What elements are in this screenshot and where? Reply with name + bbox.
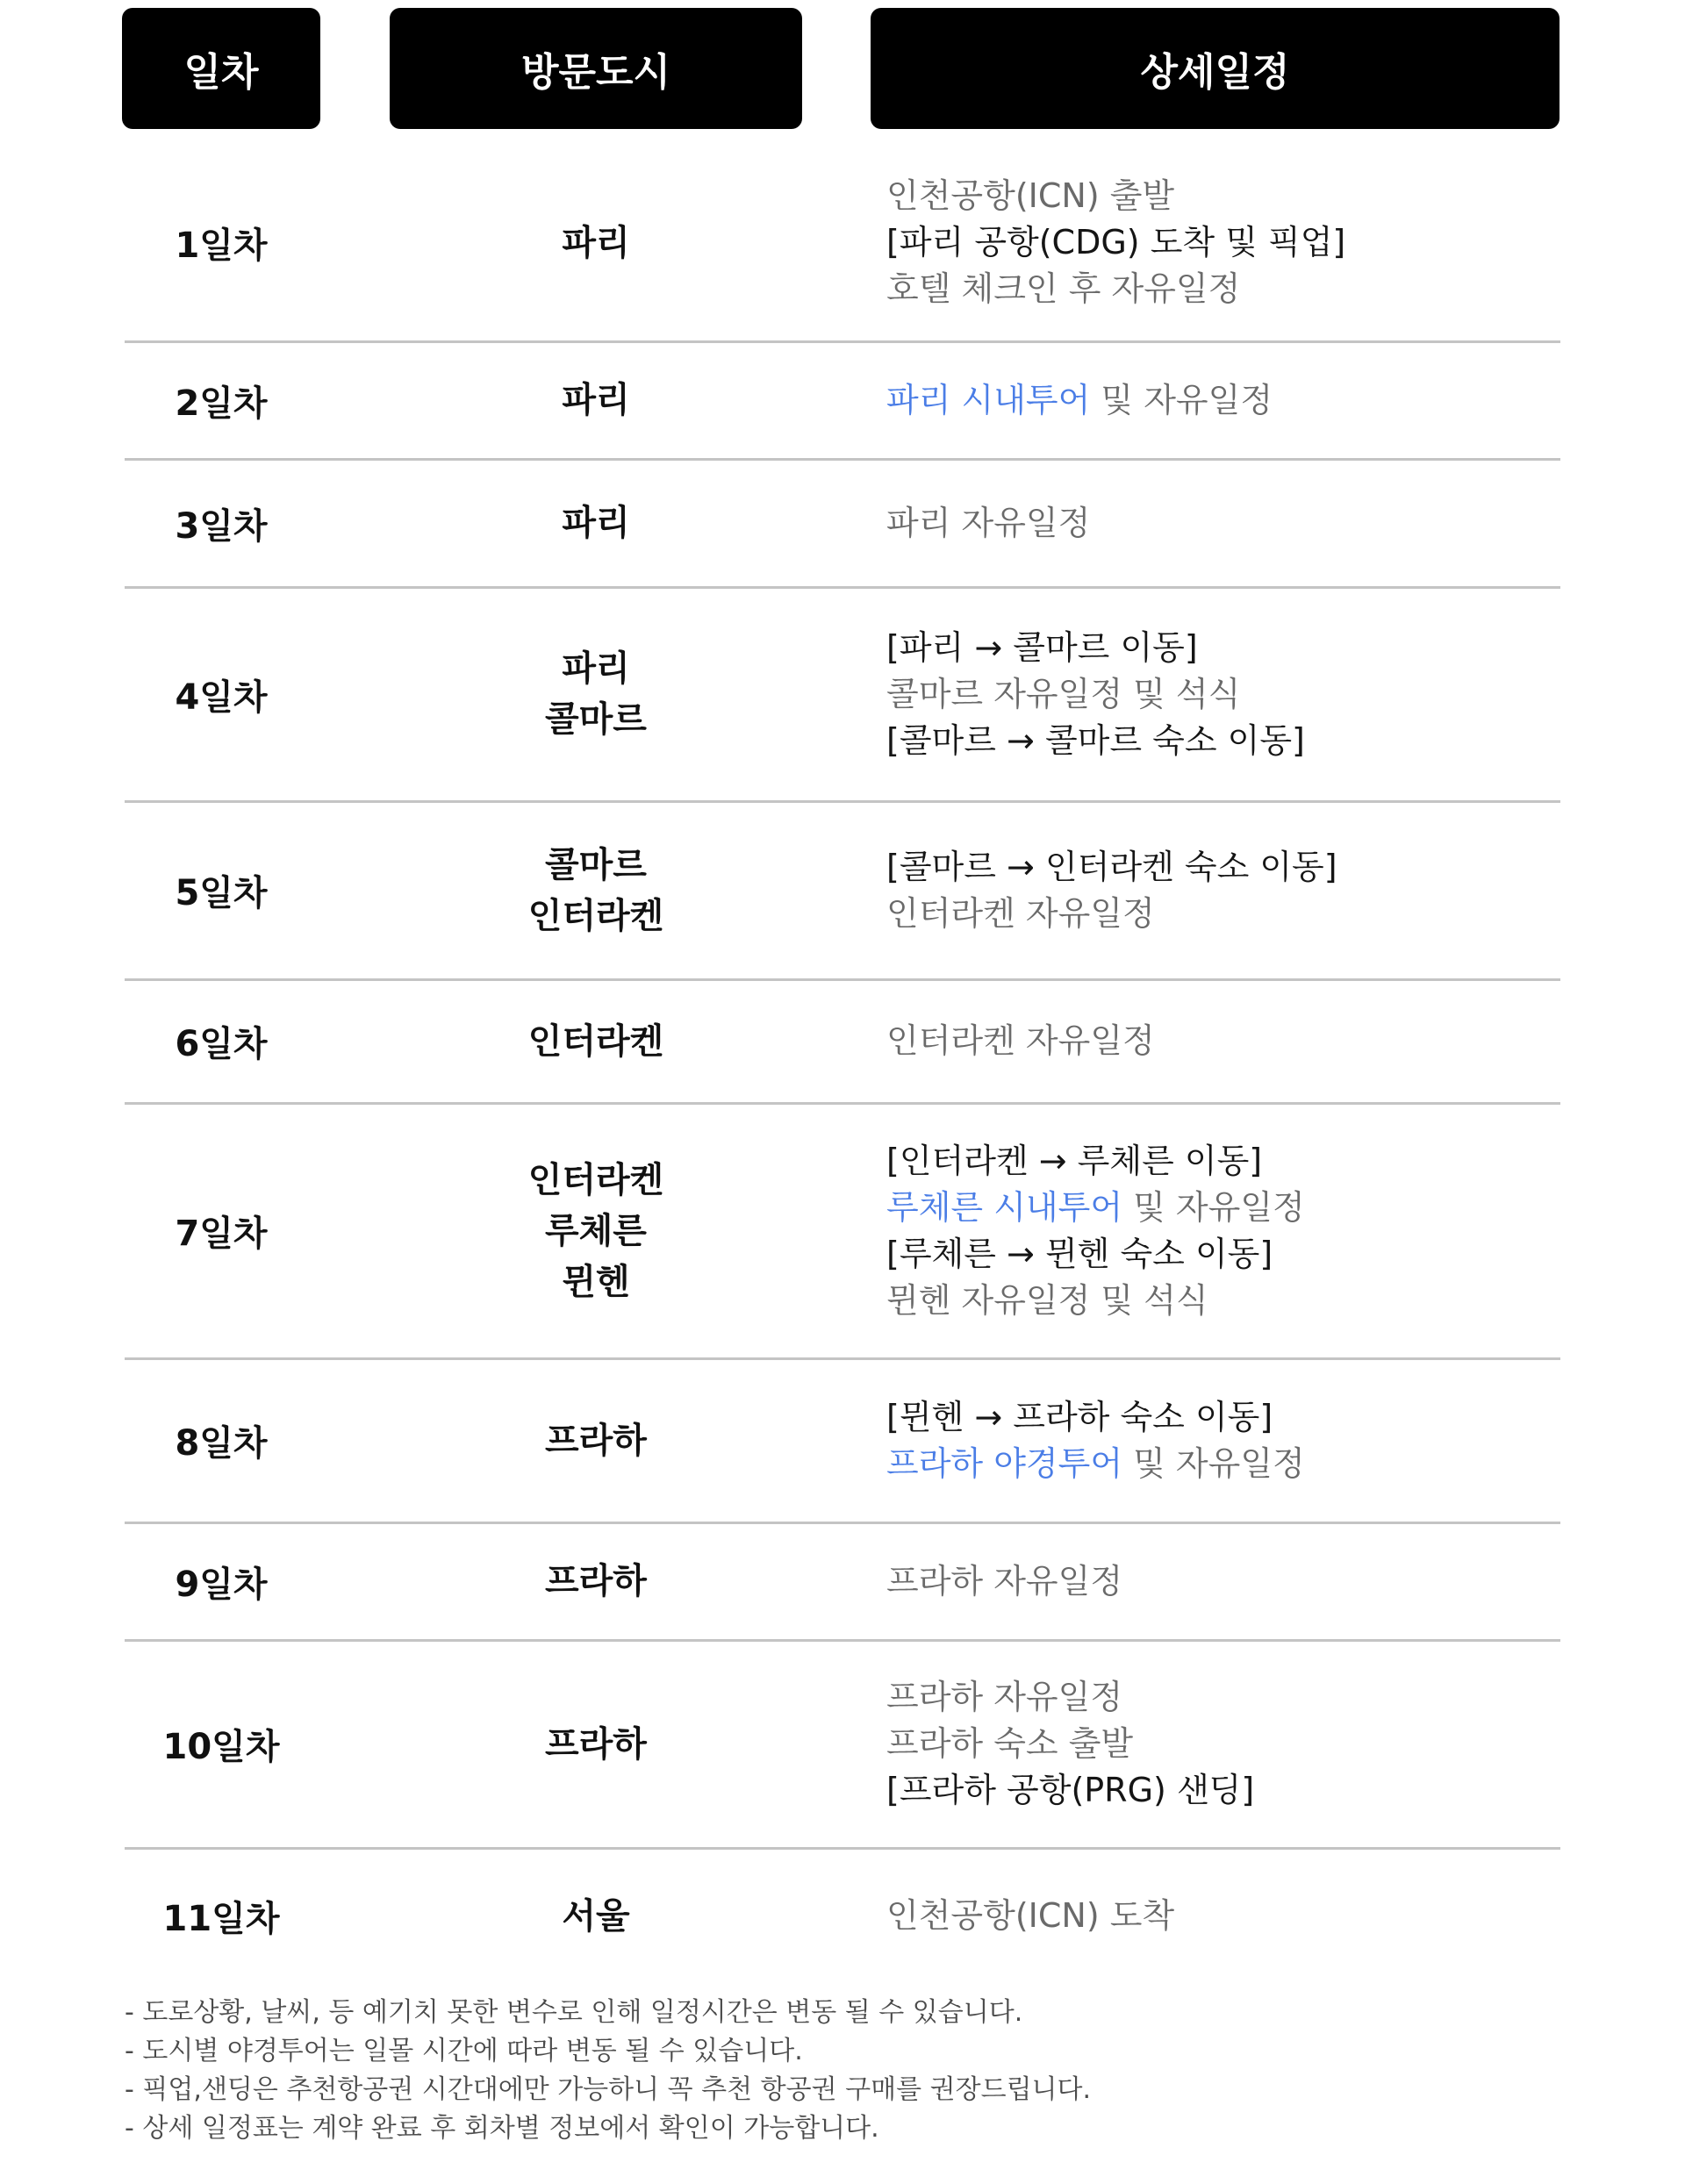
detail-text: 콜마르 자유일정 및 석식 <box>886 674 1241 713</box>
detail-cell <box>886 1104 1553 1357</box>
day-label: 9일차 <box>175 1564 268 1605</box>
detail-text: 및 자유일정 <box>1122 1187 1305 1227</box>
city-name: 루체른 <box>545 1210 647 1251</box>
detail-line <box>886 1231 1553 1278</box>
detail-line <box>886 625 1553 671</box>
detail-line <box>886 1278 1553 1324</box>
detail-text: [파리 공항(CDG) 도착 및 픽업] <box>886 223 1346 261</box>
itinerary-row <box>0 342 1685 458</box>
detail-line <box>886 1893 1553 1939</box>
detail-line <box>886 377 1553 424</box>
detail-line <box>886 844 1553 891</box>
detail-line <box>886 219 1553 266</box>
header-city: 방문도시 <box>390 8 802 129</box>
city-name: 파리 <box>562 503 630 543</box>
city-name: 뮌헨 <box>562 1261 630 1302</box>
itinerary-row <box>0 588 1685 800</box>
detail-text: 인천공항(ICN) 도착 <box>886 1896 1175 1935</box>
itinerary-row <box>0 802 1685 978</box>
notes <box>125 1994 1564 2148</box>
detail-cell <box>886 588 1553 800</box>
detail-cell <box>886 1523 1553 1639</box>
detail-text: 및 자유일정 <box>1122 1443 1305 1483</box>
detail-line <box>886 1018 1553 1064</box>
city-name: 인터라켄 <box>527 1020 664 1062</box>
detail-text: 및 자유일정 <box>1090 380 1273 419</box>
detail-cell <box>886 342 1553 458</box>
itinerary-row <box>0 980 1685 1102</box>
detail-text: [파리 → 콜마르 이동] <box>886 627 1198 667</box>
tour-highlight: 프라하 야경투어 <box>886 1443 1123 1483</box>
detail-text: [콜마르 → 인터라켄 숙소 이동] <box>886 847 1337 886</box>
detail-text: 프라하 숙소 출발 <box>886 1724 1134 1763</box>
detail-cell <box>886 980 1553 1102</box>
city-name: 파리 <box>562 648 630 689</box>
tour-highlight: 루체른 시내투어 <box>886 1187 1123 1227</box>
header-detail: 상세일정 <box>871 8 1560 129</box>
detail-line <box>886 1185 1553 1231</box>
detail-line <box>886 1558 1553 1605</box>
day-label: 6일차 <box>175 1024 268 1064</box>
note-item: - 도시별 야경투어는 일몰 시간에 따라 변동 될 수 있습니다. <box>125 2036 803 2066</box>
city-name: 프라하 <box>545 1420 647 1461</box>
detail-line <box>886 1138 1553 1185</box>
day-label: 1일차 <box>175 226 268 266</box>
city-name: 인터라켄 <box>527 1159 664 1200</box>
detail-line <box>886 173 1553 219</box>
day-label: 7일차 <box>175 1214 268 1254</box>
tour-highlight: 파리 시내투어 <box>886 380 1091 419</box>
note-item: - 상세 일정표는 계약 완료 후 회차별 정보에서 확인이 가능합니다. <box>125 2113 879 2144</box>
detail-text: 프라하 자유일정 <box>886 1678 1123 1716</box>
day-label: 4일차 <box>175 677 268 718</box>
itinerary-row <box>0 145 1685 340</box>
city-cell <box>390 460 802 586</box>
detail-text: [프라하 공항(PRG) 샌딩] <box>886 1771 1255 1809</box>
detail-line <box>886 671 1553 718</box>
itinerary-row <box>0 1104 1685 1357</box>
detail-text: 호텔 체크인 후 자유일정 <box>886 269 1241 308</box>
detail-cell <box>886 1849 1553 1983</box>
detail-line <box>886 1674 1553 1721</box>
detail-cell <box>886 1641 1553 1847</box>
detail-line <box>886 500 1553 547</box>
detail-text: [콜마르 → 콜마르 숙소 이동] <box>886 720 1305 760</box>
city-name: 인터라켄 <box>527 895 664 936</box>
day-label: 10일차 <box>162 1727 280 1767</box>
day-label: 3일차 <box>175 505 268 547</box>
itinerary-row <box>0 1641 1685 1847</box>
detail-line <box>886 1767 1553 1814</box>
detail-line <box>886 1721 1553 1767</box>
detail-text: [뮌헨 → 프라하 숙소 이동] <box>886 1397 1273 1436</box>
city-cell <box>390 145 802 340</box>
detail-line <box>886 1394 1553 1441</box>
itinerary-row <box>0 1849 1685 1983</box>
header-day: 일차 <box>122 8 320 129</box>
note-item: - 픽업,샌딩은 추천항공권 시간대에만 가능하니 꼭 추천 항공권 구매를 권장드립니다. <box>125 2074 1092 2105</box>
detail-cell <box>886 1359 1553 1522</box>
city-cell <box>390 1641 802 1847</box>
detail-cell <box>886 145 1553 340</box>
note-item: - 도로상황, 날씨, 등 예기치 못한 변수로 인해 일정시간은 변동 될 수 있습니다. <box>125 1997 1023 2028</box>
detail-text: 인터라켄 자유일정 <box>886 1021 1155 1060</box>
city-name: 서울 <box>562 1895 630 1937</box>
city-name: 콜마르 <box>545 844 647 885</box>
city-cell <box>390 980 802 1102</box>
detail-line <box>886 718 1553 764</box>
city-name: 프라하 <box>545 1561 647 1601</box>
detail-text: 프라하 자유일정 <box>886 1561 1123 1600</box>
itinerary-row <box>0 1523 1685 1639</box>
city-cell <box>390 342 802 458</box>
city-name: 파리 <box>562 380 630 420</box>
city-cell <box>390 1104 802 1357</box>
city-name: 파리 <box>562 222 630 263</box>
day-label: 5일차 <box>175 873 268 913</box>
city-cell <box>390 588 802 800</box>
detail-text: [인터라켄 → 루체른 이동] <box>886 1141 1263 1180</box>
day-label: 8일차 <box>175 1423 268 1464</box>
city-name: 콜마르 <box>545 699 647 740</box>
city-cell <box>390 802 802 978</box>
city-cell <box>390 1849 802 1983</box>
detail-line <box>886 891 1553 937</box>
detail-text: [루체른 → 뮌헨 숙소 이동] <box>886 1234 1273 1273</box>
detail-line <box>886 266 1553 312</box>
detail-text: 뮌헨 자유일정 및 석식 <box>886 1280 1208 1320</box>
city-cell <box>390 1523 802 1639</box>
itinerary-row <box>0 1359 1685 1522</box>
detail-text: 인천공항(ICN) 출발 <box>886 176 1175 215</box>
detail-text: 파리 자유일정 <box>886 503 1091 542</box>
detail-cell <box>886 802 1553 978</box>
city-cell <box>390 1359 802 1522</box>
day-label: 11일차 <box>162 1899 280 1939</box>
detail-line <box>886 1441 1553 1487</box>
detail-text: 인터라켄 자유일정 <box>886 893 1155 933</box>
detail-cell <box>886 460 1553 586</box>
itinerary-row <box>0 460 1685 586</box>
day-label: 2일차 <box>175 383 268 424</box>
city-name: 프라하 <box>545 1723 647 1765</box>
